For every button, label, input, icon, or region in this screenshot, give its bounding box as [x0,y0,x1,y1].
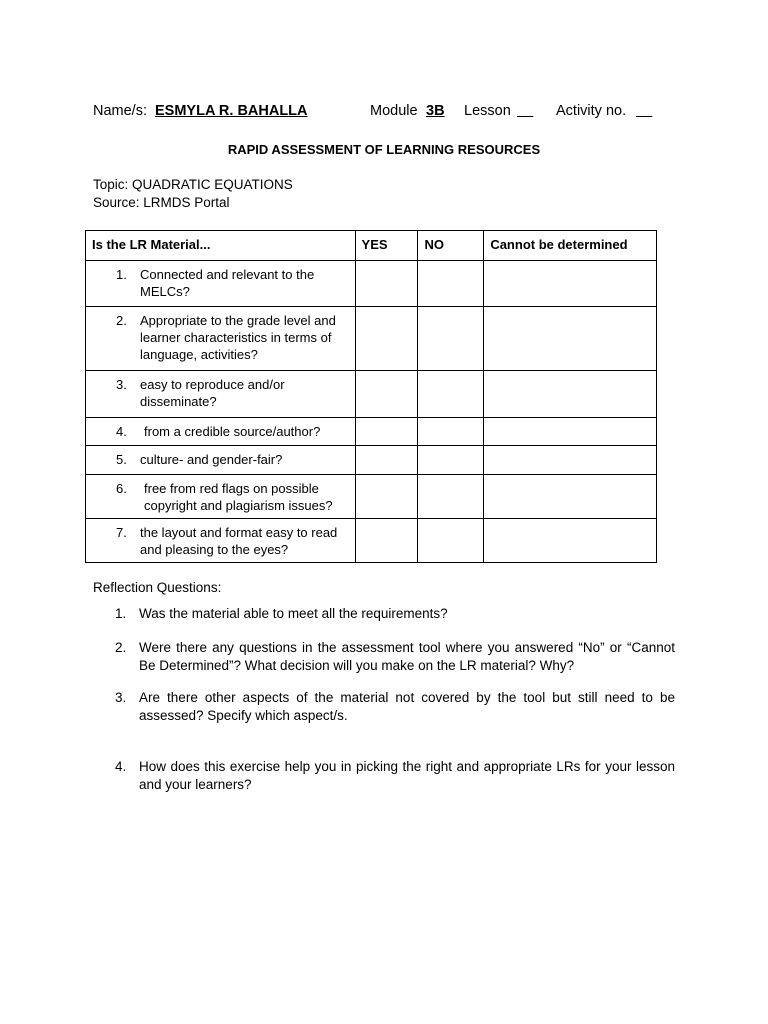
table-row [86,519,657,563]
no-cell[interactable] [418,446,484,475]
yes-cell[interactable] [355,519,418,563]
table-row [86,261,657,307]
table-row [86,307,657,371]
cannot-be-determined-cell[interactable] [484,371,657,418]
table-row [86,371,657,418]
column-header-yes: YES [355,231,418,261]
row-criterion: Appropriate to the grade level and learner characteristics in terms of language, activities? [140,313,336,362]
cannot-be-determined-cell[interactable] [484,519,657,563]
header-line [93,103,693,123]
yes-cell[interactable] [355,446,418,475]
no-cell[interactable] [418,307,484,371]
yes-cell[interactable] [355,371,418,418]
assessment-table [85,230,657,563]
row-number: 5. [116,452,127,467]
row-number: 1. [116,267,127,282]
topic-line: Topic: QUADRATIC EQUATIONS [93,177,293,192]
reflection-question [115,689,675,725]
lesson-value: __ [517,103,534,119]
row-criterion: free from red flags on possible copyright and plagiarism issues? [144,481,333,513]
question-number: 3. [115,690,127,705]
no-cell[interactable] [418,371,484,418]
row-number: 4. [116,424,127,439]
yes-cell[interactable] [355,418,418,446]
no-cell[interactable] [418,475,484,519]
row-number: 3. [116,377,127,392]
activity-label: Activity no. [556,103,627,119]
table-row [86,446,657,475]
row-criterion: the layout and format easy to read and pleasing to the eyes? [140,525,338,557]
name-label: Name/s: [93,103,147,119]
source-line: Source: LRMDS Portal [93,195,230,210]
question-number: 4. [115,759,127,774]
no-cell[interactable] [418,519,484,563]
column-header-no: NO [418,231,484,261]
table-row [86,475,657,519]
row-criterion: from a credible source/author? [144,424,321,439]
row-number: 7. [116,525,127,540]
reflection-question [115,605,675,623]
reflection-question [115,639,675,675]
row-number: 2. [116,313,127,328]
cannot-be-determined-cell[interactable] [484,261,657,307]
reflection-title: Reflection Questions: [93,580,222,595]
question-text: Are there other aspects of the material not covered by the tool but still need to be assessed? Specify which aspect/s. [139,690,675,723]
reflection-question [115,758,675,794]
question-text: Was the material able to meet all the requirements? [139,606,448,621]
column-header-criteria: Is the LR Material... [86,231,356,261]
name-value: ESMYLA R. BAHALLA [155,103,308,119]
no-cell[interactable] [418,261,484,307]
question-text: Were there any questions in the assessment tool where you answered “No” or “Cannot Be Determined”? What decision will you make on the LR material? Why? [139,640,675,673]
table-row [86,418,657,446]
row-criterion: easy to reproduce and/or disseminate? [140,377,285,409]
cannot-be-determined-cell[interactable] [484,475,657,519]
module-label: Module [370,103,418,119]
activity-value: __ [636,103,653,119]
yes-cell[interactable] [355,307,418,371]
document-title: RAPID ASSESSMENT OF LEARNING RESOURCES [227,142,541,157]
no-cell[interactable] [418,418,484,446]
module-value: 3B [426,103,445,119]
question-number: 2. [115,640,127,655]
column-header-cannot-be-determined: Cannot be determined [484,231,657,261]
yes-cell[interactable] [355,475,418,519]
cannot-be-determined-cell[interactable] [484,418,657,446]
cannot-be-determined-cell[interactable] [484,307,657,371]
question-number: 1. [115,606,127,621]
row-criterion: culture- and gender-fair? [140,452,283,467]
question-text: How does this exercise help you in picking the right and appropriate LRs for your lesson and your learners? [139,759,675,792]
cannot-be-determined-cell[interactable] [484,446,657,475]
table-header-row [86,231,657,261]
lesson-label: Lesson [464,103,511,119]
row-criterion: Connected and relevant to the MELCs? [140,267,315,299]
row-number: 6. [116,481,127,496]
yes-cell[interactable] [355,261,418,307]
